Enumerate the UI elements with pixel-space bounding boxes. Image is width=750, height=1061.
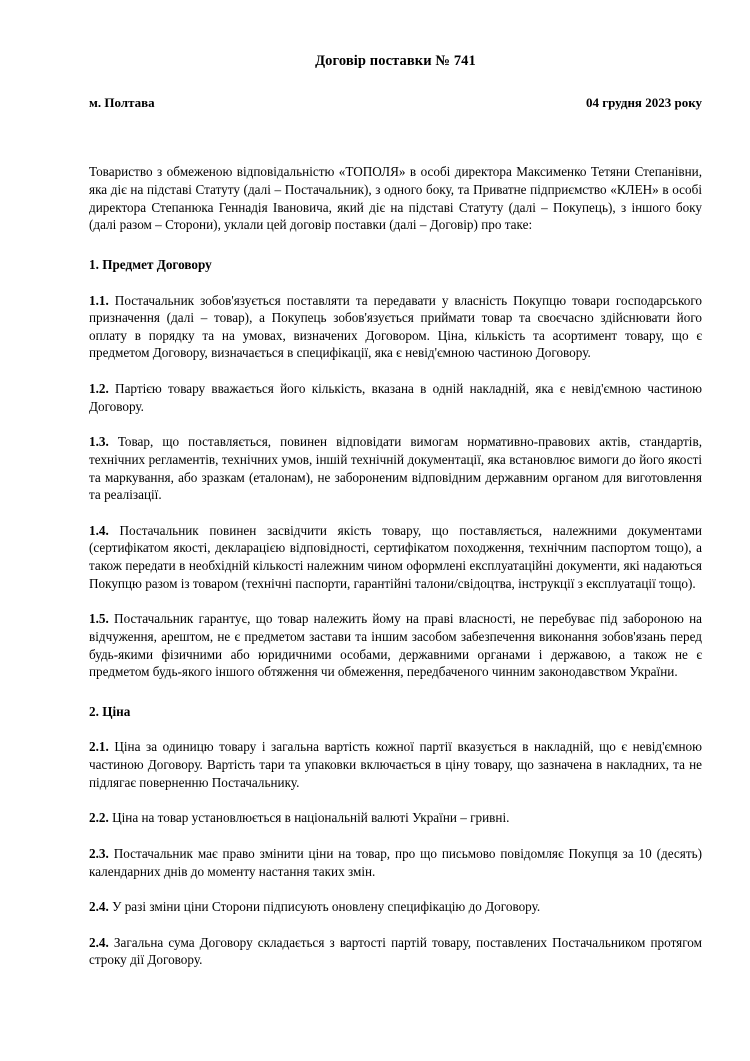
clause-text: Постачальник має право змінити ціни на товар, про що письмово повідомляє Покупця за 10 (десять) календарних днів до моменту настання таких змін. bbox=[89, 845, 702, 879]
clause-text: Постачальник зобов'язується поставляти та передавати у власність Покупцю товари господарського призначення (далі – товар), а Покупець зобов'язується приймати товар та своєчасно здійснювати його оплату в порядку та на умовах, визначених Договором. Ціна, кількість та асортимент товару, що є предметом Договору, визначається в специфікації, яка є невід'ємною частиною Договору. bbox=[89, 292, 702, 361]
clause-1-1 bbox=[89, 292, 702, 363]
clause-1-5 bbox=[89, 610, 702, 681]
place-date-row bbox=[89, 95, 702, 111]
clause-number: 1.4. bbox=[89, 522, 109, 538]
clause-text: Ціна на товар установлюється в національній валюті України – гривні. bbox=[108, 810, 510, 826]
clause-number: 1.2. bbox=[89, 381, 109, 397]
clause-text: Партією товару вважається його кількість, вказана в одній накладній, яка є невід'ємною частиною Договору. bbox=[89, 381, 702, 414]
clause-number: 1.5. bbox=[89, 611, 109, 627]
clause-number: 2.3. bbox=[89, 845, 109, 861]
clause-2-2 bbox=[89, 809, 702, 827]
document-content bbox=[89, 0, 702, 969]
clause-text: Постачальник повинен засвідчити якість товару, що поставляється, належними документами (сертифікатом якості, декларацією відповідності, сертифікатом походження, технічним паспортом тощо), а також передати в необхідній кількості належним чином оформлені експлуатаційні документи, які надаються Покупцю разом із товаром (технічні паспорти, гарантійні талони/свідоцтва, інструкції з експлуатації тощо). bbox=[89, 522, 702, 591]
date-of-signing: 04 грудня 2023 року bbox=[585, 95, 702, 111]
clause-number: 2.4. bbox=[89, 934, 109, 950]
clause-text: Загальна сума Договору складається з вартості партій товару, поставлених Постачальником протягом строку дії Договору. bbox=[89, 934, 702, 968]
clause-text: Товар, що поставляється, повинен відповідати вимогам нормативно-правових актів, стандартів, технічних регламентів, технічних умов, іншій технічній документації, яка встановлює вимоги до його якості та маркування, або зразкам (еталонам), не забороненим відповідним державним органом для виготовлення та реалізації. bbox=[89, 434, 702, 503]
section-heading-2: 2. Ціна bbox=[89, 703, 131, 719]
clause-2-1 bbox=[89, 738, 702, 791]
clause-number: 1.1. bbox=[89, 292, 109, 308]
clause-text: Постачальник гарантує, що товар належить йому на праві власності, не перебуває під забороною на відчуження, арештом, не є предметом застави та іншим засобом забезпечення виконання зобов'язань перед будь-якими фізичними або юридичними особами, державними органами і державою, а також не є предметом будь-якого іншого обтяження чи обмеження, передбаченого чинним законодавством України. bbox=[89, 611, 702, 680]
clause-text: Ціна за одиницю товару і загальна вартість кожної партії вказується в накладній, що є невід'ємною частиною Договору. Вартість тари та упаковки включається в ціну товару, що зазначена в накладних, та не підлягає поверненню Постачальнику. bbox=[89, 739, 702, 790]
clause-number: 2.1. bbox=[89, 739, 109, 755]
clause-1-4 bbox=[89, 522, 702, 593]
clause-1-3 bbox=[89, 433, 702, 504]
clause-2-3 bbox=[89, 845, 702, 880]
clause-2-4-a bbox=[89, 898, 702, 916]
clause-number: 2.4. bbox=[89, 899, 109, 915]
clause-1-2 bbox=[89, 380, 702, 415]
place-of-signing: м. Полтава bbox=[89, 95, 155, 111]
clause-number: 2.2. bbox=[89, 810, 109, 826]
clause-number: 1.3. bbox=[89, 434, 109, 450]
section-heading-1: 1. Предмет Договору bbox=[89, 256, 212, 272]
preamble-paragraph: Товариство з обмеженою відповідальністю «ТОПОЛЯ» в особі директора Максименко Тетяни Степанівни, яка діє на підставі Статуту (далі – Постачальник), з одного боку, та Приватне підприємство «КЛЕН» в особі директора Степанюка Геннадія Івановича, який діє на підставі Статуту (далі – Покупець), з іншого боку (далі разом – Сторони), уклали цей договір поставки (далі – Договір) про таке: bbox=[89, 164, 702, 233]
page-title: Договір поставки № 741 bbox=[315, 53, 476, 69]
clause-text: У разі зміни ціни Сторони підписують оновлену специфікацію до Договору. bbox=[108, 899, 541, 915]
clause-2-4-b bbox=[89, 934, 702, 969]
